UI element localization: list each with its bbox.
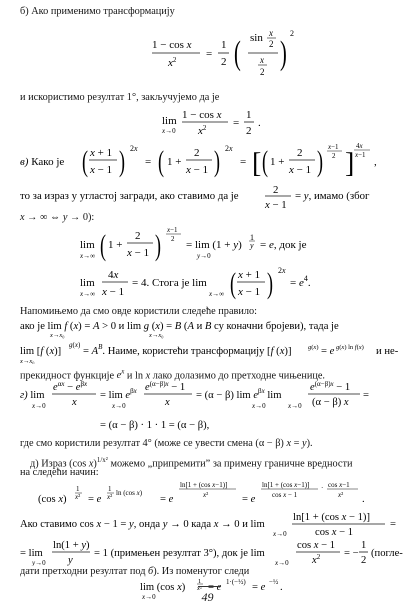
svg-text:x→x₀: x→x₀: [20, 358, 35, 364]
svg-text:2: 2: [135, 230, 141, 242]
svg-text:2: 2: [297, 147, 303, 159]
svg-text:x − 1: x − 1: [238, 286, 261, 298]
formula-g: [20, 378, 410, 436]
svg-text:): ): [155, 229, 161, 263]
svg-text:): ): [267, 267, 273, 301]
svg-text:1 − cos x: 1 − cos x: [152, 39, 192, 51]
svg-text:.: .: [258, 117, 261, 129]
formula-lim-4: [80, 264, 410, 304]
svg-text:2x: 2x: [130, 144, 138, 153]
svg-text:x→0: x→0: [32, 402, 46, 410]
page-number: 49: [201, 590, 214, 604]
svg-text:x2: $x^2$: [198, 124, 207, 137]
svg-text:x: x: [72, 397, 77, 408]
svg-text:=: =: [233, 117, 240, 129]
text-line: б) Ако применимо трансформацију: [20, 6, 175, 17]
svg-text:= lim: = lim: [20, 548, 43, 559]
svg-text:Ако ставимо cos x − 1 = y, онд: Ако ставимо cos x − 1 = y, онда y → 0 када x → 0 и lim: [20, 519, 265, 530]
svg-text:x→0: x→0: [162, 127, 176, 135]
svg-text:−½: −½: [269, 578, 279, 586]
svg-text:cos x − 1: cos x − 1: [297, 540, 336, 551]
svg-text:): ): [119, 145, 125, 179]
svg-text:x + 1: x + 1: [90, 147, 113, 159]
svg-text:=: =: [363, 390, 369, 401]
svg-text:= e: = e: [160, 494, 174, 505]
svg-text:lim (cos x): lim (cos x): [140, 582, 186, 593]
svg-text:ln (cos x): ln (cos x): [116, 489, 143, 497]
svg-text:x²: x²: [75, 493, 81, 501]
text-line: дати претходни резултат под б). Из поменутог следи: [20, 566, 250, 577]
svg-text:x2: $x^2$: [312, 553, 321, 566]
svg-text:= e: = e: [242, 494, 256, 505]
svg-text:x−1: x−1: [355, 151, 366, 159]
page-number-rule: [198, 586, 220, 587]
svg-text:1: 1: [250, 233, 254, 242]
svg-text:= e, док је: = e, док је: [260, 239, 307, 251]
svg-text:x²: x²: [197, 585, 202, 592]
svg-text:2: 2: [269, 39, 274, 49]
svg-text:sin: sin: [250, 32, 263, 44]
svg-text:2: 2: [171, 235, 175, 243]
svg-text:x→0: x→0: [288, 402, 302, 410]
text-line: и искористимо резултат 1°, закључујемо да је: [20, 92, 220, 103]
svg-text:): ): [214, 145, 220, 179]
svg-text:(погле-: (погле-: [371, 548, 403, 559]
svg-text:2: 2: [273, 184, 279, 196]
svg-text:1 +: 1 +: [167, 156, 182, 168]
svg-text:): ): [280, 34, 287, 73]
svg-text:=: =: [145, 156, 152, 168]
svg-text:= e: = e: [88, 494, 102, 505]
svg-text:x−1: x−1: [328, 143, 339, 151]
text-line: д) Израз (cos x)$^{1/x^2}$ можемо „припремити” за примену граничне вредности: [30, 456, 353, 470]
svg-text:1 +: 1 +: [108, 239, 123, 251]
svg-text:lim: lim: [80, 277, 95, 289]
svg-text:1·(−½): 1·(−½): [226, 578, 246, 586]
svg-text:eαx − eβx: $e^{\alpha x} - e^{\beta x}$: [53, 380, 88, 393]
svg-text:(: (: [82, 145, 88, 179]
formula-subst2: [20, 512, 415, 566]
text-line: на следећи начин:: [20, 467, 99, 478]
svg-text:x: x: [165, 397, 170, 408]
svg-text:e(α−β)x − 1: $e^{(\alpha-\beta)x} - 1$: [310, 380, 351, 393]
svg-text:x→0: x→0: [275, 559, 289, 566]
svg-text:2: 2: [332, 152, 336, 160]
svg-text:x→0: x→0: [112, 402, 126, 410]
svg-text:ln(1 + y): ln(1 + y): [53, 540, 90, 551]
svg-text:x − 1: x − 1: [90, 164, 113, 176]
svg-text:=: =: [240, 156, 247, 168]
svg-text:x: x: [269, 28, 273, 38]
formula-d: [20, 478, 410, 512]
svg-text:x²: x²: [338, 491, 344, 499]
svg-text:ln[1 + (cos x−1)]: ln[1 + (cos x−1)]: [262, 481, 310, 489]
svg-text:): ): [317, 145, 323, 179]
svg-text:x→x₀: x→x₀: [50, 332, 65, 339]
svg-text:x²: x²: [107, 493, 113, 501]
svg-text:x→0: x→0: [142, 593, 156, 601]
svg-text:г) lim: г) lim: [20, 390, 45, 401]
svg-text:x − 1: x − 1: [127, 247, 150, 259]
svg-text:(: (: [262, 145, 268, 179]
text-line: Напомињемо да смо овде користили следеће правило:: [20, 306, 258, 317]
svg-text:,: ,: [374, 156, 377, 168]
svg-text:= AB. Наиме, користећи трансф: = $A^B$. Наиме, користећи трансформацију [f (x)]: [83, 343, 292, 357]
svg-text:x→∞: x→∞: [80, 290, 96, 298]
svg-text:= y, имамо (због: = y, имамо (због: [295, 190, 370, 202]
formula-lim-e: [80, 226, 410, 266]
text-line: x → ∞ ⇔ y → 0):: [20, 212, 95, 223]
svg-text:ln[1 + (cos x−1)]: ln[1 + (cos x−1)]: [180, 481, 228, 489]
formula-subst: [20, 184, 410, 210]
svg-text:x→x₀: x→x₀: [149, 332, 164, 339]
formula-v: [20, 142, 410, 182]
svg-text:1: 1: [198, 578, 202, 585]
svg-text:x − 1: x − 1: [289, 164, 312, 176]
svg-text:.: .: [280, 582, 283, 593]
svg-text:y→0: y→0: [197, 252, 211, 260]
svg-text:y→0: y→0: [32, 559, 46, 566]
svg-text:x→0: x→0: [273, 530, 287, 538]
svg-text:.: .: [362, 494, 365, 505]
svg-text:1 − cos x: 1 − cos x: [182, 109, 222, 121]
formula-transform: [150, 28, 370, 82]
svg-text:2: 2: [246, 125, 252, 137]
svg-text:x − 1: x − 1: [265, 199, 287, 210]
svg-text:cos x − 1: cos x − 1: [272, 491, 298, 499]
svg-text:2x: 2x: [278, 266, 286, 275]
svg-text:cos x−1: cos x−1: [328, 481, 350, 489]
svg-text:1: 1: [76, 485, 80, 493]
svg-text:= e4.: = $e^4$.: [290, 274, 311, 289]
svg-text:2x: 2x: [225, 144, 233, 153]
svg-text:= 1 (примењен резултат 3°), до: = 1 (примењен резултат 3°), док је lim: [94, 548, 265, 559]
svg-text:]: ]: [345, 148, 355, 179]
svg-text:2: 2: [260, 67, 265, 77]
formula-limit-cos: [160, 106, 280, 140]
svg-text:cos x − 1: cos x − 1: [315, 527, 354, 538]
svg-text:[: [: [252, 148, 262, 179]
svg-text:·: ·: [321, 484, 324, 492]
svg-text:x−1: x−1: [167, 226, 178, 234]
svg-text:g(x): g(x): [69, 341, 81, 349]
svg-text:lim: lim: [162, 115, 177, 127]
svg-text:x: x: [260, 55, 264, 65]
svg-text:то за израз у угластој загради: то за израз у угластој загради, ако ставимо да је: [20, 190, 239, 202]
svg-text:2: 2: [361, 555, 367, 566]
svg-text:(α − β) x: (α − β) x: [312, 397, 349, 408]
svg-text:= −: = −: [344, 548, 359, 559]
formula-rule: [20, 318, 410, 364]
svg-text:lim: lim: [80, 239, 95, 251]
text-line: прекидност функције $e^x$ и ln x лако долазимо до претходне чињенице.: [20, 368, 326, 382]
svg-text:e(α−β)x − 1: $e^{(\alpha-\beta)x} - 1$: [145, 380, 186, 393]
svg-text:= 4. Стога је lim: = 4. Стога је lim: [132, 277, 207, 289]
svg-text:g(x): g(x): [308, 344, 319, 351]
svg-text:ln[1 + (cos x − 1)]: ln[1 + (cos x − 1)]: [293, 512, 370, 523]
svg-text:= e: = e: [321, 346, 335, 357]
svg-text:4x: 4x: [356, 142, 363, 150]
svg-text:= e: = e: [252, 582, 266, 593]
svg-text:lim [f (x)]: lim [f (x)]: [20, 346, 62, 357]
svg-text:(: (: [230, 267, 236, 301]
svg-text:(: (: [234, 34, 241, 73]
svg-text:x→∞: x→∞: [80, 252, 96, 260]
svg-text:1: 1: [221, 39, 227, 51]
svg-text:=: =: [206, 48, 213, 60]
svg-text:g(x) ln f(x): g(x) ln f(x): [336, 344, 364, 351]
svg-text:y: y: [68, 555, 73, 566]
svg-text:1 +: 1 +: [270, 156, 285, 168]
svg-text:x→∞: x→∞: [209, 290, 225, 298]
svg-text:x2: $x^2$: [168, 56, 177, 69]
svg-text:2: 2: [221, 56, 227, 68]
svg-text:x − 1: x − 1: [102, 286, 125, 298]
svg-text:(cos x): (cos x): [38, 494, 67, 505]
svg-text:x²: x²: [203, 491, 209, 499]
svg-text:2: 2: [290, 29, 294, 38]
svg-text:x→0: x→0: [252, 402, 266, 410]
svg-text:=: =: [390, 519, 396, 530]
svg-text:ако је lim f (x) = A > 0 и lim: ако је lim f (x) = A > 0 и lim g (x) = B (A и B су коначни бројеви), тада је: [20, 321, 339, 332]
svg-text:= e: = e: [208, 582, 222, 593]
svg-text:= lim (1 + y): = lim (1 + y): [186, 239, 242, 251]
svg-text:= (α − β) lim eβx lim: = (α − β) $\lim e^{\beta x}$ lim: [196, 387, 282, 401]
svg-text:и не-: и не-: [376, 346, 399, 357]
svg-text:в) Како је: в) Како је: [20, 156, 65, 168]
svg-text:1: 1: [108, 485, 112, 493]
svg-text:(: (: [100, 229, 106, 263]
svg-text:x + 1: x + 1: [238, 269, 261, 281]
svg-text:1: 1: [246, 109, 252, 121]
text-line: где смо користили резултат 4° (може се увести смена (α − β) x = y).: [20, 438, 313, 449]
svg-text:(: (: [158, 145, 164, 179]
svg-text:2: 2: [194, 147, 200, 159]
svg-text:1: 1: [361, 540, 367, 551]
svg-text:x − 1: x − 1: [186, 164, 209, 176]
svg-text:4x: 4x: [108, 269, 119, 281]
svg-text:= lim eβx: = $\lim e^{\beta x}$: [100, 387, 137, 401]
svg-text:y: y: [250, 241, 254, 250]
svg-text:= (α − β) · 1 · 1 = (α − β),: = (α − β) · 1 · 1 = (α − β),: [100, 420, 210, 431]
